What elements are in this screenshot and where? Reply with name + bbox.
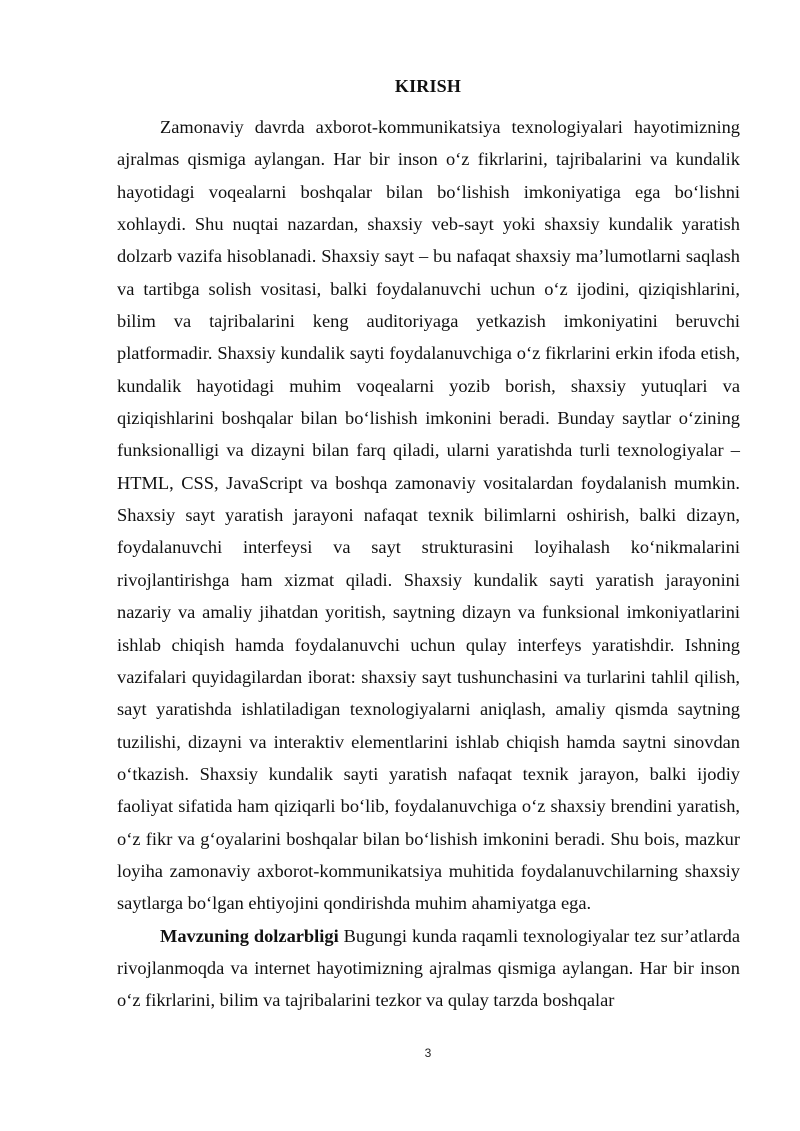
relevance-heading: Mavzuning dolzarbligi (160, 925, 339, 946)
document-body (117, 111, 740, 1017)
page-number: 3 (424, 1046, 432, 1060)
relevance-paragraph (117, 920, 740, 1017)
relevance-paragraph-text: Bugungi kunda raqamli texnologiyalar tez sur’atlarda rivojlanmoqda va internet hayotimizning ajralmas qismiga aylangan. Har bir inson o‘z fikrlarini, bilim va tajribalarini tezkor va qulay tarzda boshqalar (117, 925, 740, 1011)
page-title: KIRISH (394, 76, 462, 96)
intro-paragraph: Zamonaviy davrda axborot-kommunikatsiya texnologiyalari hayotimizning ajralmas qismiga aylangan. Har bir inson o‘z fikrlarini, tajribalarini va kundalik hayotidagi voqealarni boshqalar bilan bo‘lishish imkoniyatiga ega bo‘lishni xohlaydi. Shu nuqtai nazardan, shaxsiy veb-sayt yoki shaxsiy kundalik yaratish dolzarb vazifa hisoblanadi. Shaxsiy sayt – bu nafaqat shaxsiy ma’lumotlarni saqlash va tartibga solish vositasi, balki foydalanuvchi uchun o‘z ijodini, qiziqishlarini, bilim va tajribalarini keng auditoriyaga yetkazish imkoniyatini beruvchi platformadir. Shaxsiy kundalik sayti foydalanuvchiga o‘z fikrlarini erkin ifoda etish, kundalik hayotidagi muhim voqealarni yozib borish, shaxsiy yutuqlari va qiziqishlarini boshqalar bilan bo‘lishish imkonini beradi. Bunday saytlar o‘zining funksionalligi va dizayni bilan farq qiladi, ularni yaratishda turli texnologiyalar – HTML, CSS, JavaScript va boshqa zamonaviy vositalardan foydalanish mumkin. Shaxsiy sayt yaratish jarayoni nafaqat texnik bilimlarni oshirish, balki dizayn, foydalanuvchi interfeysi va sayt strukturasini loyihalash ko‘nikmalarini rivojlantirishga ham xizmat qiladi. Shaxsiy kundalik sayti yaratish jarayonini nazariy va amaliy jihatdan yoritish, saytning dizayn va funksional imkoniyatlarini ishlab chiqish hamda foydalanuvchi uchun qulay interfeys yaratishdir. Ishning vazifalari quyidagilardan iborat: shaxsiy sayt tushunchasini va turlarini tahlil qilish, sayt yaratishda ishlatiladigan texnologiyalarni aniqlash, amaliy qismda saytning tuzilishi, dizayni va interaktiv elementlarini ishlab chiqish hamda saytni sinovdan o‘tkazish. Shaxsiy kundalik sayti yaratish nafaqat texnik jarayon, balki ijodiy faoliyat sifatida ham qiziqarli bo‘lib, foydalanuvchiga o‘z shaxsiy brendini yaratish, o‘z fikr va g‘oyalarini boshqalar bilan bo‘lishish imkonini beradi. Shu bois, mazkur loyiha zamonaviy axborot-kommunikatsiya muhitida foydalanuvchilarning shaxsiy saytlarga bo‘lgan ehtiyojini qondirishda muhim ahamiyatga ega. (117, 117, 740, 914)
